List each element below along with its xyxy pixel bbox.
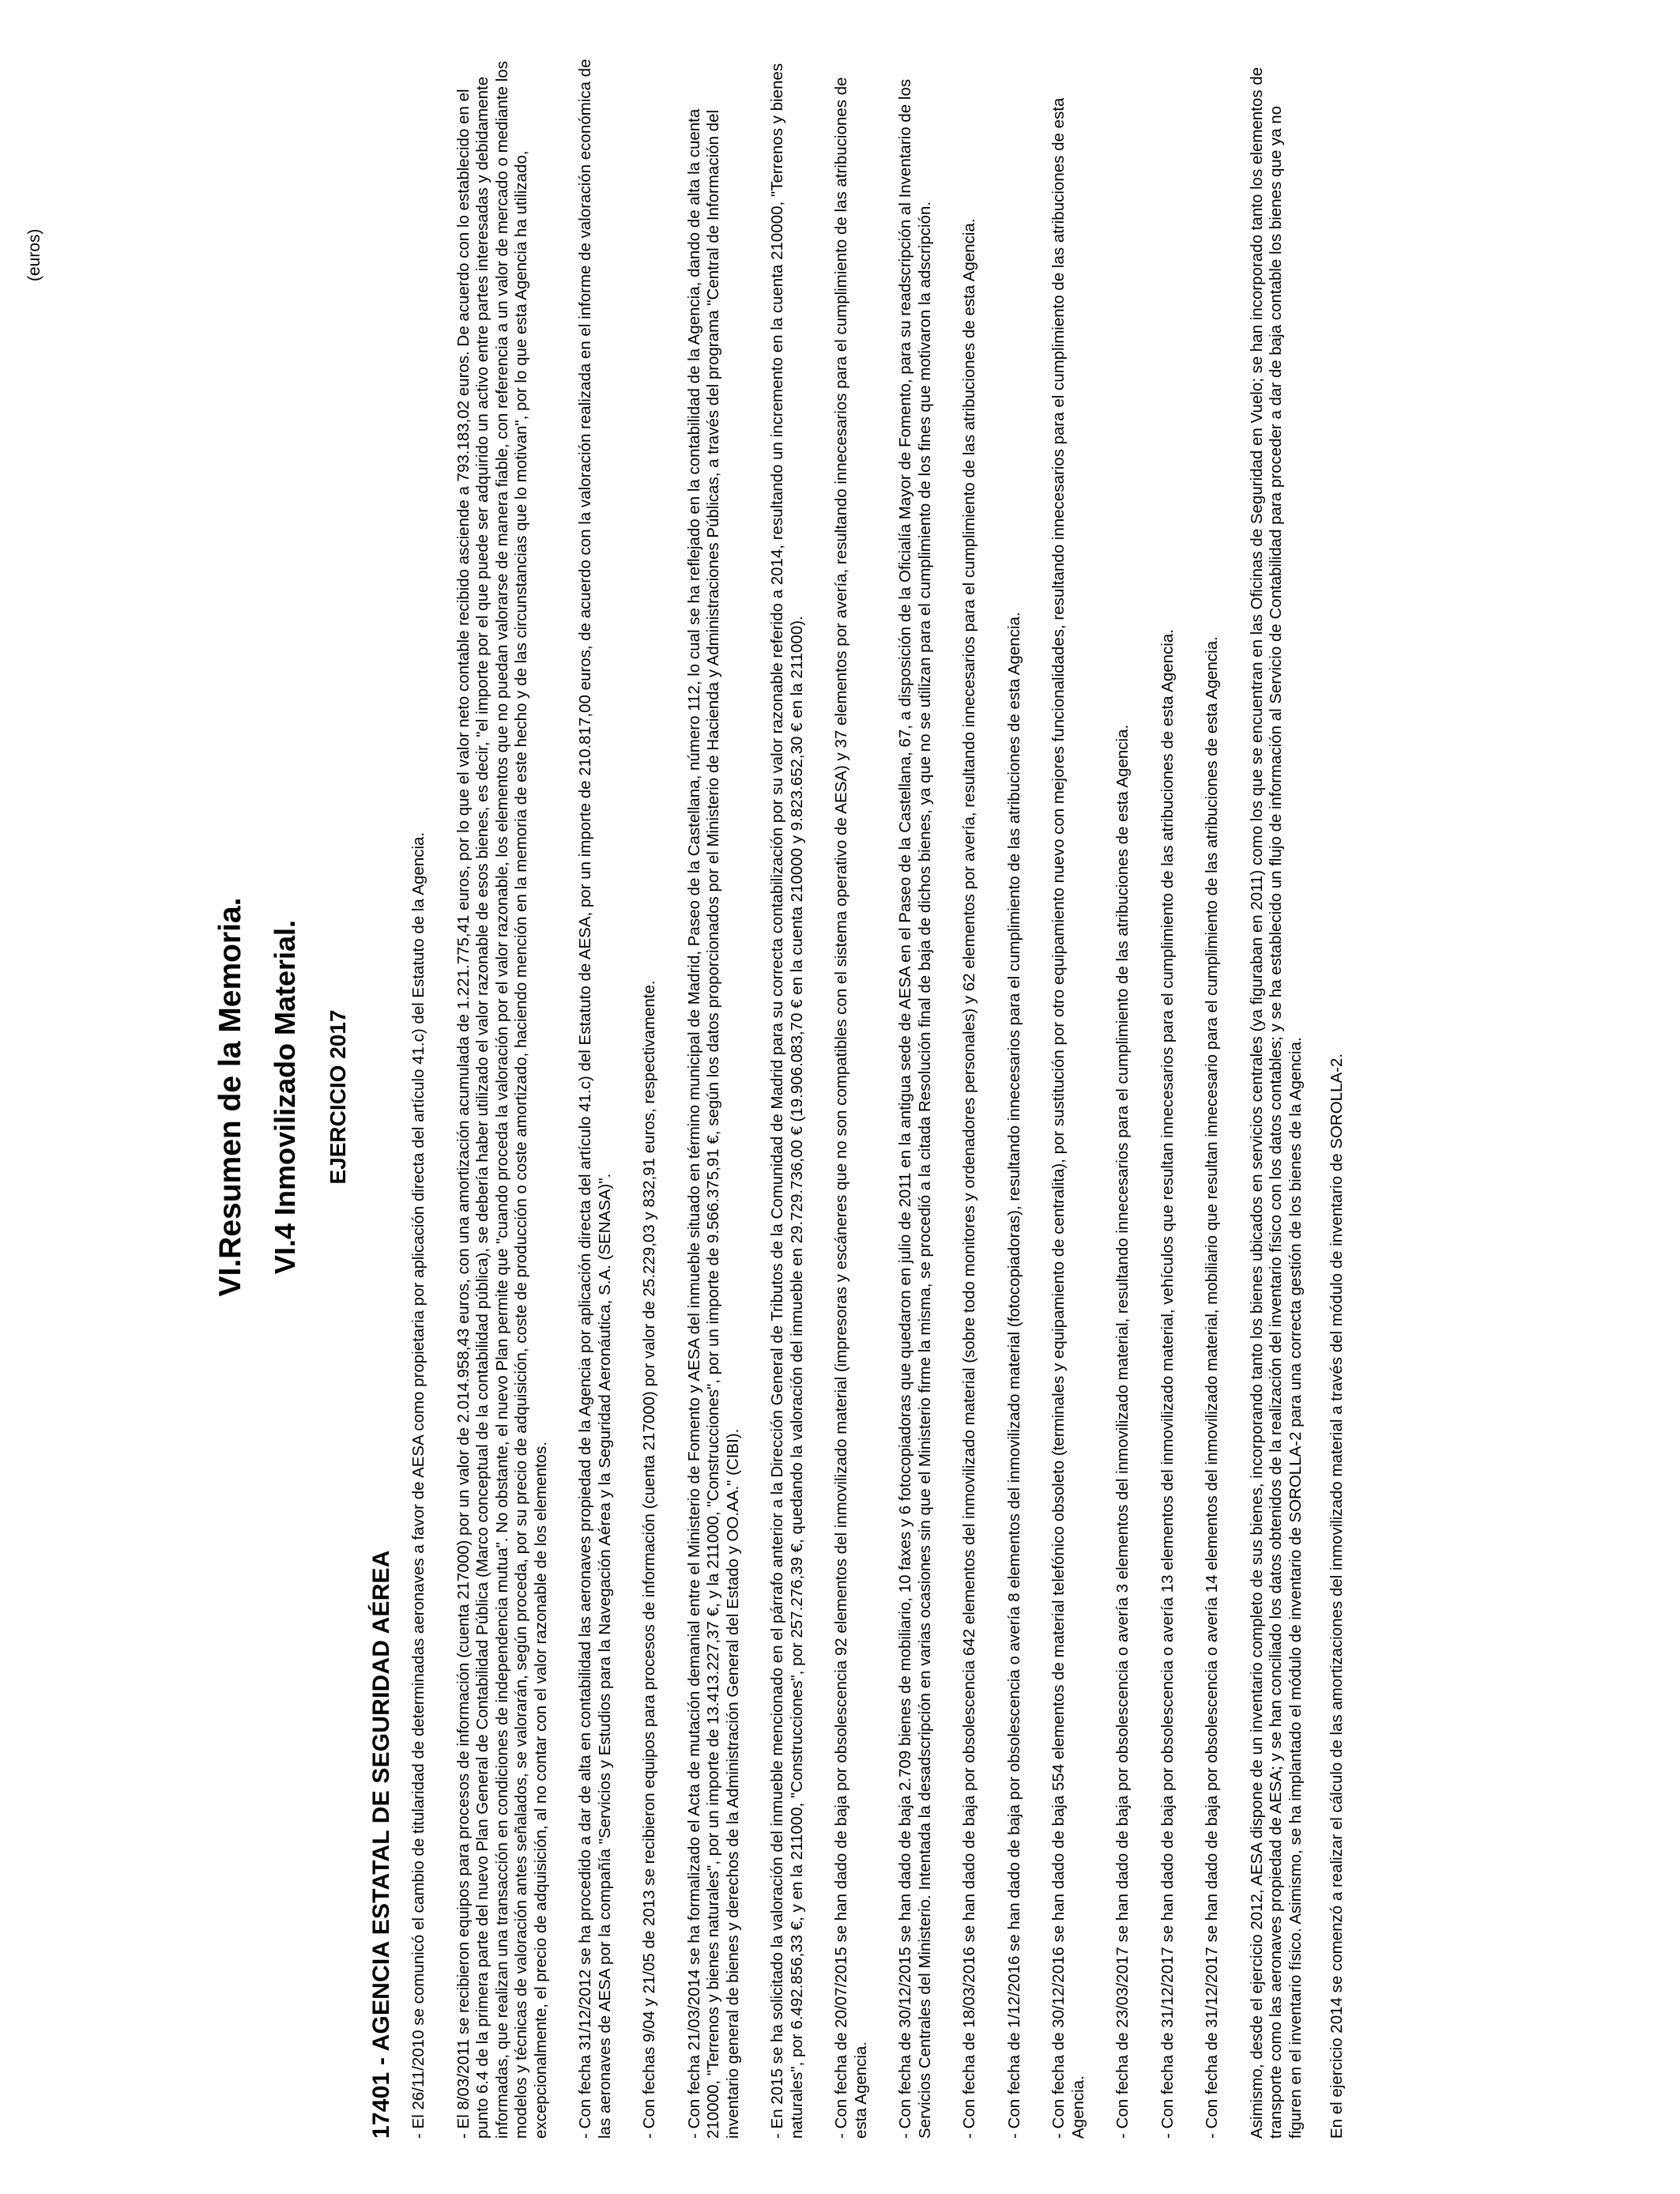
paragraph: - Con fechas 9/04 y 21/05 de 2013 se recibieron equipos para procesos de información (cuenta 217000) por valor de 25.229,03 y 832,91 euros, respectivamente.	[640, 980, 658, 2139]
paragraph: - Con fecha de 30/12/2015 se han dado de baja 2.709 bienes de mobiliario, 10 faxes y 6 fotocopiadoras que quedaron en julio de 2011 en la antigua sede de AESA en el Paseo de la Castellana, 67, a disposición de la Oficialía Mayor de Fomento, para su readscripción al Inventario de los Servicios Centrales del Ministerio. Intentada la desadscripción en varias ocasiones sin que el Ministerio firme la misma, se procedió a la citada Resolución final de baja de dichos bienes, ya que no se utilizan para el cumplimiento de los fines que motivaron la adscripción.	[896, 78, 934, 2139]
paragraph: - Con fecha de 1/12/2016 se han dado de baja por obsolescencia o avería 8 elementos del inmovilizado material (fotocopiadoras), resultando innecesarios para el cumplimiento de las atribuciones de esta Agencia.	[1004, 612, 1023, 2139]
paragraph: - Con fecha de 31/12/2017 se han dado de baja por obsolescencia o avería 14 elementos del inmovilizado material, mobiliario que resultan innecesario para el cumplimiento de las atribuciones de esta Agencia.	[1203, 636, 1221, 2139]
agency-heading: 17401 - AGENCIA ESTATAL DE SEGURIDAD AÉREA	[368, 1550, 394, 2139]
paragraph: En el ejercicio 2014 se comenzó a realizar el cálculo de las amortizaciones del inmovilizado material a través del módulo de inventario de SOROLLA-2.	[1328, 1053, 1346, 2139]
paragraph: - Con fecha de 23/03/2017 se han dado de baja por obsolescencia o avería 3 elementos del inmovilizado material, resultando innecesarios para el cumplimiento de las atribuciones de esta Agencia.	[1113, 724, 1132, 2139]
paragraph: - Con fecha de 20/07/2015 se han dado de baja por obsolescencia 92 elementos del inmovilizado material (impresoras y escáneres que no son compatibles con el sistema operativo de AESA) y 37 elementos por avería, resultando innecesarios para el cumplimiento de las atribuciones de esta Agencia.	[832, 77, 870, 2139]
page-title: VI.Resumen de la Memoria.	[213, 897, 247, 1297]
paragraph: - El 26/11/2010 se comunicó el cambio de titularidad de determinadas aeronaves a favor de AESA como propietaria por aplicación directa del artículo 41.c) del Estatuto de la Agencia.	[409, 831, 428, 2139]
paragraph: - Con fecha de 30/12/2016 se han dado de baja 554 elementos de material telefónico obsoleto (terminales y equipamiento de centralita), por sustitución por otro equipamiento nuevo con mejores funcionalidades, resultando innecesarios para el cumplimiento de las atribuciones de esta Agencia.	[1049, 97, 1087, 2139]
memo-body	[409, 52, 1373, 2139]
section-title: VI.4 Inmovilizado Material.	[269, 919, 301, 1275]
units-label: (euros)	[25, 228, 43, 281]
paragraph: - En 2015 se ha solicitado la valoración del inmueble mencionado en el párrafo anterior a la Dirección General de Tributos de la Comunidad de Madrid para su correcta contabilización por su valor razonable referido a 2014, resultando un incremento en la cuenta 210000, "Terrenos y bienes naturales", por 6.492.856,33 €, y en la 211000, "Construcciones", por 257.276,39 €, quedando la valoración del inmueble en 29.729.736,00 € (19.906.083,70 € en la cuenta 210000 y 9.823.652,30 € en la 211000).	[768, 62, 806, 2139]
paragraph: - El 8/03/2011 se recibieron equipos para procesos de información (cuenta 217000) por un valor de 2.014.958,43 euros, con una amortización acumulada de 1.221.775,41 euros, por lo que el valor neto contable recibido asciende a 793.183,02 euros. De acuerdo con lo establecido en el punto 6.4 de la primera parte del nuevo Plan General de Contabilidad Pública (Marco conceptual de la contabilidad pública), se debería haber utilizado el valor razonable de esos bienes, es decir, "el importe por el que puede ser adquirido un activo entre partes interesadas y debidamente informadas, que realizan una transacción en condiciones de independencia mutua". No obstante, el nuevo Plan permite que "cuando proceda la valoración por el valor razonable, los elementos que no puedan valorarse de manera fiable, con referencia a un valor de mercado o mediante los modelos y técnicas de valoración antes señalados, se valorarán, según proceda, por su precio de adquisición, coste de producción o coste amortizado, haciendo mención en la memoria de este hecho y de las circunstancias que lo motivan", por lo que esta Agencia ha utilizado, excepcionalmente, el precio de adquisición, al no contar con el valor razonable de los elementos.	[454, 61, 550, 2139]
paragraph: - Con fecha de 18/03/2016 se han dado de baja por obsolescencia 642 elementos del inmovilizado material (sobre todo monitores y ordenadores personales) y 62 elementos por avería, resultando innecesarios para el cumplimiento de las atribuciones de esta Agencia.	[960, 218, 978, 2139]
paragraph: - Con fecha de 31/12/2017 se han dado de baja por obsolescencia o avería 13 elementos del inmovilizado material, vehículos que resultan innecesarios para el cumplimiento de las atribuciones de esta Agencia.	[1158, 629, 1177, 2139]
paragraph: - Con fecha 21/03/2014 se ha formalizado el Acta de mutación demanial entre el Ministerio de Fomento y AESA del inmueble situado en término municipal de Madrid, Paseo de la Castellana, número 112, lo cual se ha reflejado en la contabilidad de la Agencia, dando de alta la cuenta 210000, "Terrenos y bienes naturales", por un importe de 13.413.227,37 €, y la 211000, "Construcciones", por un importe de 9.566.375,91 €, según los datos proporcionados por el Ministerio de Hacienda y Administraciones Públicas, a través del programa "Central de Información del inventario general de bienes y derechos de la Administración General del Estado y OO.AA." (CIBI).	[684, 108, 742, 2139]
fiscal-year-title: EJERCICIO 2017	[326, 1009, 350, 1185]
paragraph: - Con fecha 31/12/2012 se ha procedido a dar de alta en contabilidad las aeronaves propiedad de la Agencia por aplicación directa del artículo 41.c) del Estatuto de AESA, por un importe de 210.817,00 euros, de acuerdo con la valoración realizada en el informe de valoración económica de las aeronaves de AESA por la compañía "Servicios y Estudios para la Navegación Aérea y la Seguridad Aeronáutica, S.A. (SENASA)".	[576, 58, 614, 2139]
paragraph: Asimismo, desde el ejercicio 2012, AESA dispone de un inventario completo de sus bienes, incorporando tanto los bienes ubicados en servicios centrales (ya figuraban en 2011) como los que se encuentran en las Oficinas de Seguridad en Vuelo; se han incorporado tanto los elementos de transporte como las aeronaves propiedad de AESA; y se han conciliado los datos obtenidos de la realización del inventario físico con los datos contables; y se ha establecido un flujo de información al Servicio de Contabilidad para proceder a dar de baja contable los bienes que ya no figuren en el inventario físico. Asimismo, se ha implantado el módulo de inventario de SOROLLA-2 para una correcta gestión de los bienes de la Agencia.	[1247, 66, 1305, 2139]
